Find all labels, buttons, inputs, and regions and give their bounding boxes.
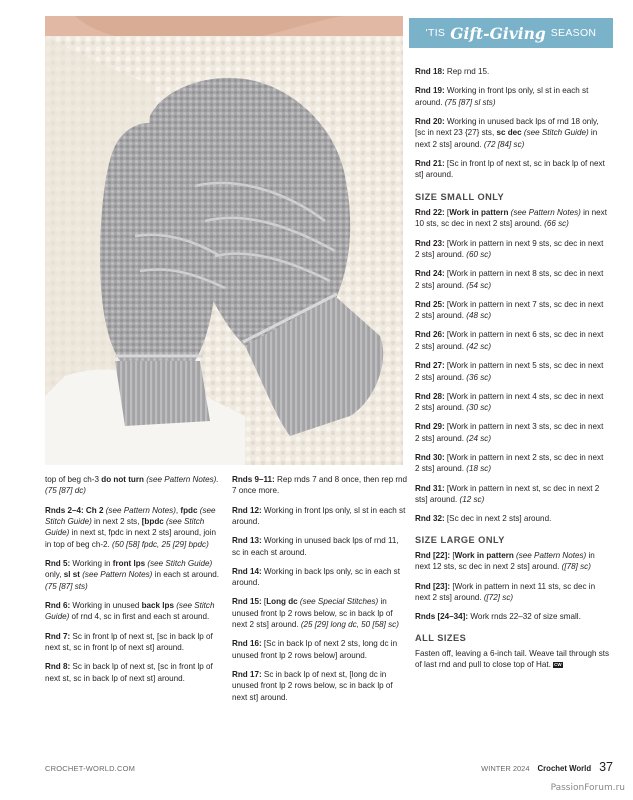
instruction-paragraph xyxy=(415,299,610,322)
banner-script-title: Gift-Giving xyxy=(450,23,546,43)
bold-text: do not turn xyxy=(101,475,144,484)
bold-text: sc dec xyxy=(496,128,522,138)
instruction-block xyxy=(232,474,408,703)
bold-text: Rnds 2–4: Ch 2 xyxy=(45,505,104,515)
italic-text: ([72] sc) xyxy=(483,592,514,602)
instruction-paragraph xyxy=(232,638,408,661)
instruction-block xyxy=(415,648,610,671)
instruction-paragraph xyxy=(415,360,610,383)
bold-text: Rnd 18: xyxy=(415,67,445,76)
italic-text: (see Pattern Notes) xyxy=(513,550,587,560)
body-text: Fasten off, leaving a 6-inch tail. Weave tail through sts of last rnd and pull to close top of Hat. xyxy=(415,648,610,670)
italic-text: (24 sc) xyxy=(466,433,492,443)
instruction-paragraph xyxy=(232,474,408,497)
bold-text: Rnd 28: xyxy=(415,391,445,401)
instruction-paragraph xyxy=(232,596,408,630)
body-text: Working in unused back lps of rnd 11, sc in each st around. xyxy=(232,536,399,557)
instruction-paragraph xyxy=(415,268,610,291)
italic-text: (75 [87] dc) xyxy=(45,486,86,496)
italic-text: (25 [29] long dc, 50 [58] sc) xyxy=(300,620,399,630)
bold-text: Rnd 8: xyxy=(45,662,71,672)
bold-text: Rnd 17: xyxy=(232,670,262,680)
body-text: [Work in pattern in next 8 sts, sc dec in next 2 sts] around. xyxy=(415,269,604,290)
bold-text: Rnds [24–34]: xyxy=(415,612,469,622)
section-heading-small: SIZE SMALL ONLY xyxy=(415,191,505,202)
body-text: [Work in pattern in next 2 sts, sc dec in next 2 sts] around. xyxy=(415,452,604,474)
bold-text: Rnd 30: xyxy=(415,452,445,462)
instruction-paragraph xyxy=(415,550,610,573)
bold-text: [bpdc xyxy=(141,517,164,527)
body-text: [Work in pattern in next 3 sts, sc dec in next 2 sts] around. xyxy=(415,422,604,443)
instruction-paragraph xyxy=(232,505,408,528)
body-text: [Sc in back lp of next 2 sts, long dc in unused front lp 2 rows below] around. xyxy=(232,639,398,660)
bold-text: Rnd 29: xyxy=(415,422,445,432)
italic-text: (60 sc) xyxy=(466,250,492,260)
body-text: Working in unused xyxy=(70,601,142,611)
instruction-paragraph xyxy=(45,661,220,684)
instruction-paragraph xyxy=(415,581,610,604)
italic-text: (18 sc) xyxy=(466,464,492,474)
body-text: Sc in front lp of next st, [sc in back lp of next st, sc in front lp of next st] around. xyxy=(45,631,213,653)
body-text: [Sc in front lp of next st, sc in back lp of next st] around. xyxy=(415,158,605,180)
bold-text: Rnd 14: xyxy=(232,566,262,576)
instruction-paragraph xyxy=(45,558,220,592)
body-text: [Work in pattern in next 5 sts, sc dec in next 2 sts] around. xyxy=(415,361,604,382)
body-text: in next 12 sts, sc dec in next 2 sts] around. xyxy=(415,550,595,572)
body-text: [ xyxy=(450,550,455,560)
bold-text: Rnd 20: xyxy=(415,116,445,126)
instruction-paragraph xyxy=(415,207,610,230)
italic-text: (36 sc) xyxy=(466,372,492,382)
body-text: in each st around. xyxy=(152,570,219,580)
italic-text: (see Special Stitches) xyxy=(297,597,379,607)
bold-text: Rnd 26: xyxy=(415,330,445,340)
body-text: [Work in pattern in next 4 sts, sc dec in next 2 sts] around. xyxy=(415,391,604,413)
body-text: only, xyxy=(45,570,64,580)
italic-text: (75 [87] sts) xyxy=(45,581,88,591)
footer-folio xyxy=(481,760,613,774)
instruction-block xyxy=(45,474,220,684)
text-column-3 xyxy=(415,66,610,671)
bold-text: Rnd 6: xyxy=(45,601,71,611)
italic-text: (75 [87] sl sts) xyxy=(444,97,496,107)
body-text: [Work in pattern in next 7 sts, sc dec in next 2 sts] around. xyxy=(415,299,604,321)
text-column-2 xyxy=(232,474,408,703)
instruction-paragraph xyxy=(415,513,610,524)
footer-magazine: Crochet World xyxy=(537,764,592,773)
instruction-paragraph xyxy=(415,391,610,414)
italic-text: (see Stitch Guide) xyxy=(145,559,213,569)
body-text: Working in back lps only, sc in each st around. xyxy=(232,566,400,588)
body-text: [Work in pattern in next 6 sts, sc dec in next 2 sts] around. xyxy=(415,330,604,351)
instruction-paragraph xyxy=(45,505,220,551)
section-banner xyxy=(409,18,613,48)
mittens-photo xyxy=(45,16,403,465)
bold-text: back lps xyxy=(141,601,174,611)
italic-text: (see Pattern Notes) xyxy=(79,570,153,580)
italic-text: (see Stitch Guide) xyxy=(45,601,215,622)
italic-text: (see Pattern Notes). xyxy=(143,475,219,484)
instruction-paragraph xyxy=(415,611,610,622)
instruction-paragraph xyxy=(232,669,408,703)
bold-text: Rnd 12: xyxy=(232,505,262,515)
italic-text: (72 [84] sc) xyxy=(483,139,525,149)
body-text: [ xyxy=(444,208,450,218)
bold-text: Long dc xyxy=(266,597,298,607)
bold-text: Rnd 13: xyxy=(232,536,262,546)
end-mark-icon: CW xyxy=(554,662,562,668)
bold-text: sl st xyxy=(63,570,80,580)
body-text: Sc in back lp of next st, [sc in front lp of next st, sc in back lp of next st] around. xyxy=(45,662,213,683)
watermark: PassionForum.ru xyxy=(550,783,625,793)
bold-text: Rnd 22: xyxy=(415,208,445,218)
instruction-paragraph xyxy=(415,238,610,261)
bold-text: Rnd 24: xyxy=(415,269,445,279)
instruction-paragraph xyxy=(415,85,610,108)
italic-text: (48 sc) xyxy=(466,311,492,321)
body-text: Working in front lps only, sl st in each st around. xyxy=(232,505,406,527)
body-text: [ xyxy=(261,597,267,607)
bold-text: Rnd [22]: xyxy=(415,550,451,560)
body-text: Working in xyxy=(70,559,113,569)
body-text: [Work in pattern in next st, sc dec in next 2 sts] around. xyxy=(415,483,600,504)
bold-text: front lps xyxy=(112,559,146,569)
instruction-paragraph xyxy=(45,631,220,654)
body-text: , xyxy=(175,505,181,515)
bold-text: Rnd 31: xyxy=(415,483,445,493)
instruction-paragraph xyxy=(415,421,610,444)
italic-text: ([78] sc) xyxy=(561,562,591,572)
body-text: [Sc dec in next 2 sts] around. xyxy=(444,514,552,524)
footer-site: CROCHET-WORLD.COM xyxy=(45,764,136,773)
instruction-paragraph xyxy=(415,648,610,671)
body-text: in next st, fpdc in next 2 sts] around, join in top of beg ch-2. xyxy=(45,528,216,549)
bold-text: Rnds 9–11: xyxy=(232,475,275,484)
bold-text: fpdc xyxy=(180,505,198,515)
body-text: of rnd 4, sc in first and each st around. xyxy=(69,612,210,622)
instruction-paragraph xyxy=(232,535,408,558)
bold-text: Rnd 16: xyxy=(232,639,262,649)
instruction-block xyxy=(415,66,610,181)
italic-text: (50 [58] fpdc, 25 [29] bpdc) xyxy=(112,539,209,549)
body-text: in unused front lp 2 rows below, sc in back lp of next 2 sts] around. xyxy=(232,597,393,630)
instruction-paragraph xyxy=(232,566,408,589)
italic-text: (see Pattern Notes) xyxy=(103,505,176,515)
banner-suffix: SEASON xyxy=(550,27,597,39)
italic-text: (42 sc) xyxy=(466,341,492,351)
body-text: [Work in pattern in next 9 sts, sc dec in next 2 sts] around. xyxy=(415,238,604,260)
italic-text: (54 sc) xyxy=(466,280,492,290)
bold-text: Rnd 27: xyxy=(415,361,445,371)
italic-text: (see Stitch Guide) xyxy=(521,128,589,138)
body-text: Rep rnd 15. xyxy=(444,67,490,76)
body-text: in next 10 sts, sc dec in next 2 sts] around. xyxy=(415,208,607,229)
instruction-paragraph xyxy=(415,158,610,181)
bold-text: Rnd 15: xyxy=(232,597,262,607)
bold-text: Rnd 32: xyxy=(415,514,445,524)
body-text: Sc in back lp of next st, [long dc in unused front lp 2 rows below, sc in back lp of next st] around. xyxy=(232,670,393,702)
instruction-paragraph xyxy=(415,116,610,150)
bold-text: Rnd [23]: xyxy=(415,581,451,591)
body-text: [Work in pattern in next 11 sts, sc dec in next 2 sts] around. xyxy=(415,581,596,602)
instruction-block xyxy=(415,207,610,525)
instruction-paragraph xyxy=(45,474,220,497)
bold-text: Work in pattern xyxy=(449,208,509,218)
section-heading-all: ALL SIZES xyxy=(415,632,467,643)
bold-text: Rnd 7: xyxy=(45,631,71,641)
italic-text: (30 sc) xyxy=(466,403,492,413)
italic-text: (see Pattern Notes) xyxy=(508,208,581,218)
banner-prefix: 'TIS xyxy=(425,27,446,39)
body-text: in next 2 sts] around. xyxy=(415,128,598,149)
instruction-paragraph xyxy=(415,66,610,77)
bold-text: Rnd 25: xyxy=(415,299,445,309)
body-text: top of beg ch-3 xyxy=(45,475,102,484)
body-text: in next 2 sts, xyxy=(91,517,142,527)
instruction-paragraph xyxy=(415,452,610,475)
instruction-paragraph xyxy=(415,329,610,352)
body-text: Working in unused back lps of rnd 18 only, [sc in next 23 {27} sts, xyxy=(415,116,599,138)
bold-text: Rnd 19: xyxy=(415,86,445,96)
body-text: Rep rnds 7 and 8 once, then rep rnd 7 once more. xyxy=(232,475,408,496)
mittens-illustration xyxy=(45,16,403,465)
instruction-paragraph xyxy=(45,600,220,623)
footer-issue: WINTER 2024 xyxy=(481,764,530,773)
bold-text: Rnd 21: xyxy=(415,158,445,168)
text-column-1 xyxy=(45,474,220,684)
page-number: 37 xyxy=(599,760,613,774)
italic-text: (see Stitch Guide) xyxy=(45,505,216,527)
bold-text: Rnd 23: xyxy=(415,238,445,248)
body-text: Work rnds 22–32 of size small. xyxy=(468,612,581,622)
italic-text: (66 sc) xyxy=(544,219,569,229)
italic-text: (see Stitch Guide) xyxy=(45,517,205,538)
italic-text: (12 sc) xyxy=(459,494,485,504)
bold-text: Rnd 5: xyxy=(45,559,71,569)
instruction-block xyxy=(415,550,610,623)
bold-text: Work in pattern xyxy=(454,550,514,560)
section-heading-large: SIZE LARGE ONLY xyxy=(415,534,505,545)
body-text: Working in front lps only, sl st in each st around. xyxy=(415,86,589,107)
instruction-paragraph xyxy=(415,483,610,506)
